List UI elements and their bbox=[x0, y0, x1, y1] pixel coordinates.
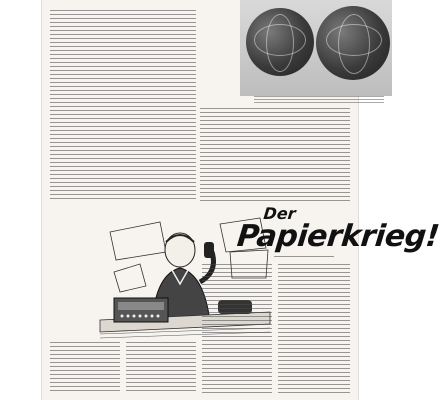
poem-column-1 bbox=[50, 342, 120, 394]
globe-right-image bbox=[316, 6, 390, 80]
headline bbox=[235, 204, 441, 254]
poem-column-3 bbox=[202, 264, 272, 394]
globe-left-image bbox=[246, 8, 314, 76]
illustrator-credit bbox=[274, 256, 334, 260]
photo-caption bbox=[254, 96, 384, 104]
poem-column-4 bbox=[278, 264, 350, 394]
article-text-column-left bbox=[50, 10, 196, 202]
globes-photo bbox=[240, 0, 392, 96]
headline-line1: Der bbox=[262, 204, 297, 223]
poem-column-2 bbox=[126, 342, 196, 394]
magazine-page bbox=[42, 0, 441, 400]
article-text-column-right bbox=[200, 108, 350, 202]
headline-line2: Papierkrieg! bbox=[235, 219, 441, 254]
